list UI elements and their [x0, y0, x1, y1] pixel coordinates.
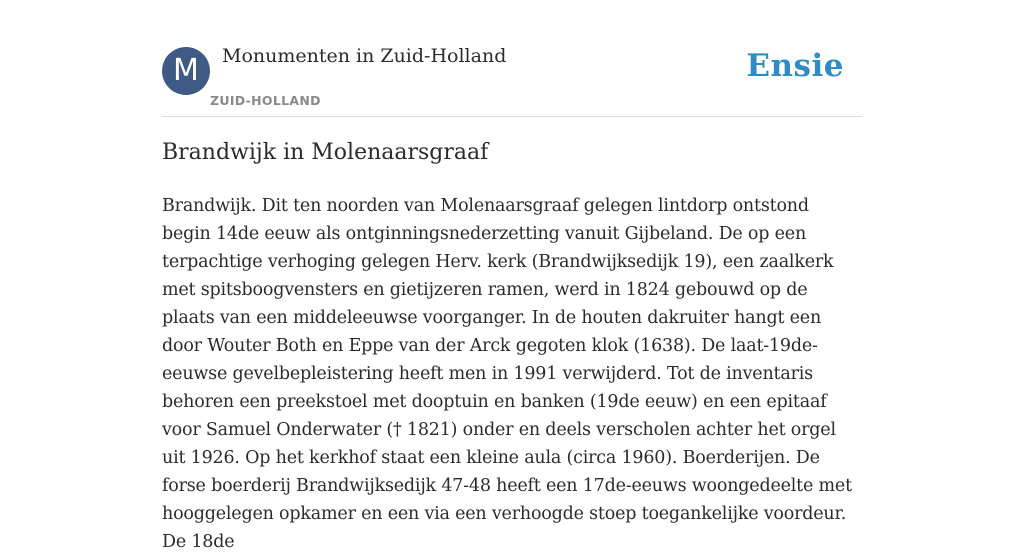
- page: [162, 0, 862, 552]
- collection-title[interactable]: Monumenten in Zuid-Holland: [222, 45, 507, 67]
- avatar[interactable]: M: [162, 47, 210, 95]
- header: [162, 0, 862, 117]
- region-label[interactable]: ZUID-HOLLAND: [210, 93, 321, 108]
- article-body: Brandwijk. Dit ten noorden van Molenaarsgraaf gelegen lintdorp ontstond begin 14de eeuw als ontginningsnederzetting vanuit Gijbeland. De op een terpachtige verhoging gelegen Herv. kerk (Brandwijksedijk 19), een zaalkerk met spitsboogvensters en gietijzeren ramen, werd in 1824 gebouwd op de plaats van een middeleeuwse voorganger. In de houten dakruiter hangt een door Wouter Both en Eppe van der Arck gegoten klok (1638). De laat-19de-eeuwse gevelbepleistering heeft men in 1991 verwijderd. Tot de inventaris behoren een preekstoel met dooptuin en banken (19de eeuw) en een epitaaf voor Samuel Onderwater († 1821) onder en deels verscholen achter het orgel uit 1926. Op het kerkhof staat een kleine aula (circa 1960). Boerderijen. De forse boerderij Brandwijksedijk 47-48 heeft een 17de-eeuws woongedeelte met hooggelegen opkamer en een via een verhoogde stoep toegankelijke voordeur. De 18de: [162, 196, 852, 552]
- page-title: Brandwijk in Molenaarsgraaf: [162, 140, 489, 165]
- ensie-logo[interactable]: Ensie: [746, 48, 844, 84]
